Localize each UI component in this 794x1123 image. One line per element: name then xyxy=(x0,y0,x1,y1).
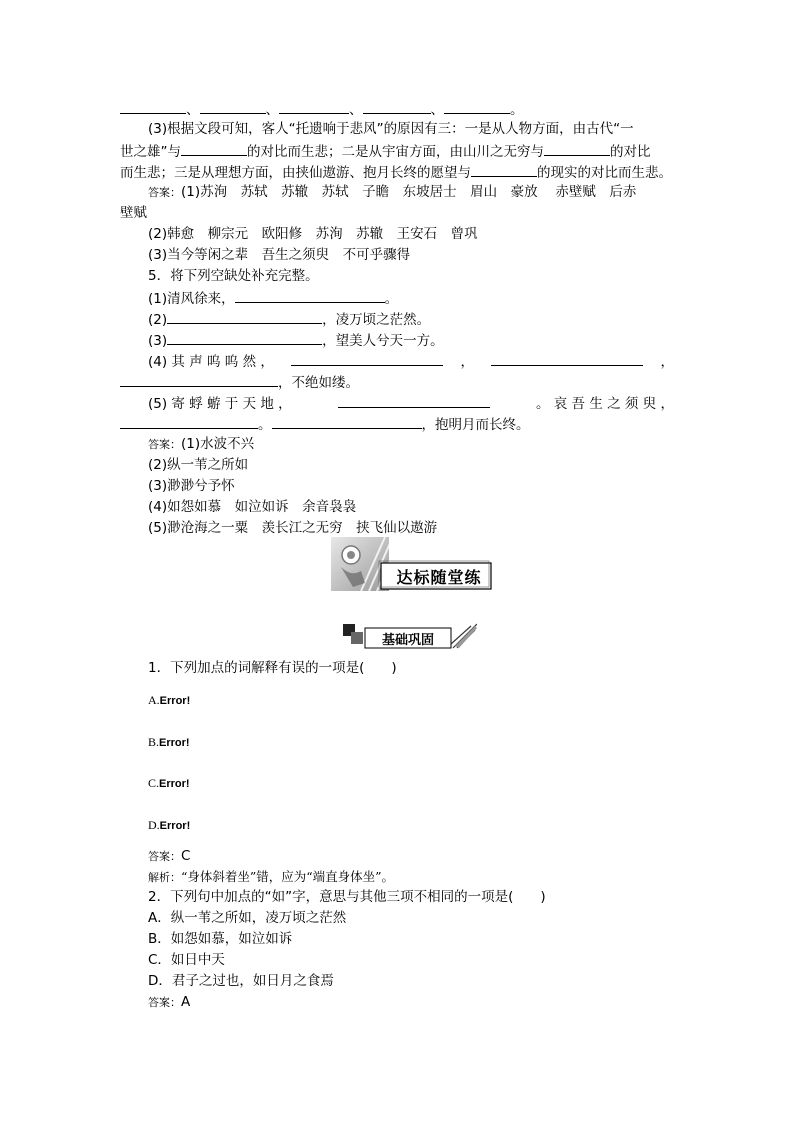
fill-blank[interactable] xyxy=(544,140,610,156)
answer-q5-1 xyxy=(148,434,704,455)
fill-blank[interactable] xyxy=(120,413,258,429)
q5-s4-line1 xyxy=(148,350,674,371)
separator: 、 xyxy=(349,102,363,118)
text: (5) 寄 蜉 蝣 于 天 地 ， xyxy=(148,396,292,412)
q3-line1: (3)根据文段可知，客人“托遗响于悲风”的原因有三：一是从人物方面，由古代“一 xyxy=(148,121,634,137)
text: 的对比 xyxy=(610,144,651,160)
fill-blank[interactable] xyxy=(235,287,385,303)
fill-blank[interactable] xyxy=(120,98,186,114)
answer-text: (1)苏洵 苏轼 苏辙 苏轼 子瞻 东坡居士 眉山 豪放 赤壁赋 后赤 xyxy=(181,184,637,200)
q5-s4-line2 xyxy=(120,371,676,392)
answer-label: 答案： xyxy=(148,186,181,199)
analysis-text: “身体斜着坐”错，应为“端直身体坐”。 xyxy=(181,869,395,884)
q2-stem: 2．下列句中加点的“如”字，意思与其他三项不相同的一项是( ) xyxy=(148,889,546,905)
blanks-line xyxy=(120,98,676,119)
text: (4) 其 声 呜 呜 然 ， xyxy=(148,354,274,370)
answer-text: A xyxy=(181,994,191,1010)
text: ，望美人兮天一方。 xyxy=(322,333,444,349)
option-text: Error! xyxy=(159,737,190,749)
answer-q5-3: (3)渺渺兮予怀 xyxy=(148,478,235,494)
section-banner-dabiao xyxy=(331,537,493,591)
q2-option-b[interactable]: B．如怨如慕，如泣如诉 xyxy=(148,931,293,947)
answer-q4-line3: (2)韩愈 柳宗元 欧阳修 苏洵 苏辙 王安石 曾巩 xyxy=(148,226,478,242)
answer-q4-line4: (3)当今等闲之辈 吾生之须臾 不可乎骤得 xyxy=(148,247,411,263)
q3-line2 xyxy=(120,140,676,161)
q1-option-c[interactable] xyxy=(148,773,704,794)
answer-q5-4: (4)如怨如慕 如泣如诉 余音袅袅 xyxy=(148,499,357,515)
option-text: Error! xyxy=(159,778,190,790)
q2-option-c[interactable]: C．如日中天 xyxy=(148,952,225,968)
separator: 、 xyxy=(265,102,279,118)
answer-text: (1)水波不兴 xyxy=(181,436,255,452)
q5-s5-line2 xyxy=(120,413,676,434)
answer-q4-line1 xyxy=(148,182,704,203)
text: ，抱明月而长终。 xyxy=(421,417,530,433)
fill-blank[interactable] xyxy=(120,371,278,387)
answer-label: 答案： xyxy=(148,996,181,1009)
separator: 。 xyxy=(510,102,524,118)
text: ，不绝如缕。 xyxy=(278,375,359,391)
q5-s2 xyxy=(148,308,704,329)
text: (1)清风徐来， xyxy=(148,291,235,307)
text: (3) xyxy=(148,333,168,349)
option-letter: D. xyxy=(148,818,160,832)
q3-line3 xyxy=(120,161,676,182)
q1-option-d[interactable] xyxy=(148,815,704,836)
fill-blank[interactable] xyxy=(200,98,266,114)
q2-answer xyxy=(148,992,704,1013)
fill-blank[interactable] xyxy=(338,392,490,408)
text: ，凌万顷之茫然。 xyxy=(322,312,431,328)
q5-s1 xyxy=(148,287,704,308)
text: (2) xyxy=(148,312,168,328)
text: 世之雄”与 xyxy=(120,144,181,160)
q1-stem: 1．下列加点的词解释有误的一项是( ) xyxy=(148,660,397,676)
banner-title: 基础巩固 xyxy=(381,633,434,648)
fill-blank[interactable] xyxy=(291,350,443,366)
section-banner-jichu xyxy=(343,622,477,650)
answer-q4-line2: 壁赋 xyxy=(120,205,147,221)
answer-label: 答案： xyxy=(148,438,181,451)
q2-option-a[interactable]: A．纵一苇之所如，凌万顷之茫然 xyxy=(148,910,347,926)
fill-blank[interactable] xyxy=(363,98,431,114)
option-letter: C. xyxy=(148,776,160,790)
q1-analysis xyxy=(148,866,704,887)
fill-blank[interactable] xyxy=(444,98,510,114)
answer-label: 答案： xyxy=(148,850,181,863)
q2-option-d[interactable]: D．君子之过也，如日月之食焉 xyxy=(148,973,334,989)
q5-title: 5．将下列空缺处补充完整。 xyxy=(148,268,319,284)
fill-blank[interactable] xyxy=(167,308,322,324)
q5-s3 xyxy=(148,329,704,350)
fill-blank[interactable] xyxy=(272,413,422,429)
fill-blank[interactable] xyxy=(491,350,643,366)
option-text: Error! xyxy=(159,695,191,707)
fill-blank[interactable] xyxy=(167,329,322,345)
text: 。 xyxy=(384,291,399,307)
analysis-label: 解析： xyxy=(148,871,181,884)
text: 的现实的对比而生悲。 xyxy=(537,165,672,181)
q5-s5-line1 xyxy=(148,392,674,413)
separator: 、 xyxy=(186,102,200,118)
text: ， xyxy=(660,354,674,370)
text: ， xyxy=(460,354,474,370)
answer-text: C xyxy=(181,848,191,864)
fill-blank[interactable] xyxy=(181,140,247,156)
text: 的对比而生悲；二是从宇宙方面，由山川之无穷与 xyxy=(247,144,544,160)
separator: 、 xyxy=(430,102,444,118)
text: 。 xyxy=(258,417,272,433)
q1-answer xyxy=(148,846,704,867)
answer-q5-2: (2)纵一苇之所如 xyxy=(148,457,249,473)
option-letter: A. xyxy=(148,693,160,707)
answer-q5-5: (5)渺沧海之一粟 羡长江之无穷 挟飞仙以遨游 xyxy=(148,520,438,536)
fill-blank[interactable] xyxy=(471,161,537,177)
option-letter: B. xyxy=(148,735,160,749)
q1-option-b[interactable] xyxy=(148,732,704,753)
fill-blank[interactable] xyxy=(279,98,349,114)
option-text: Error! xyxy=(159,820,191,832)
text: 。 哀 吾 生 之 须 臾 ， xyxy=(535,396,674,412)
banner-title: 达标随堂练 xyxy=(396,568,482,587)
q1-option-a[interactable] xyxy=(148,690,704,711)
text: 而生悲；三是从理想方面，由挟仙遨游、抱月长终的愿望与 xyxy=(120,165,471,181)
